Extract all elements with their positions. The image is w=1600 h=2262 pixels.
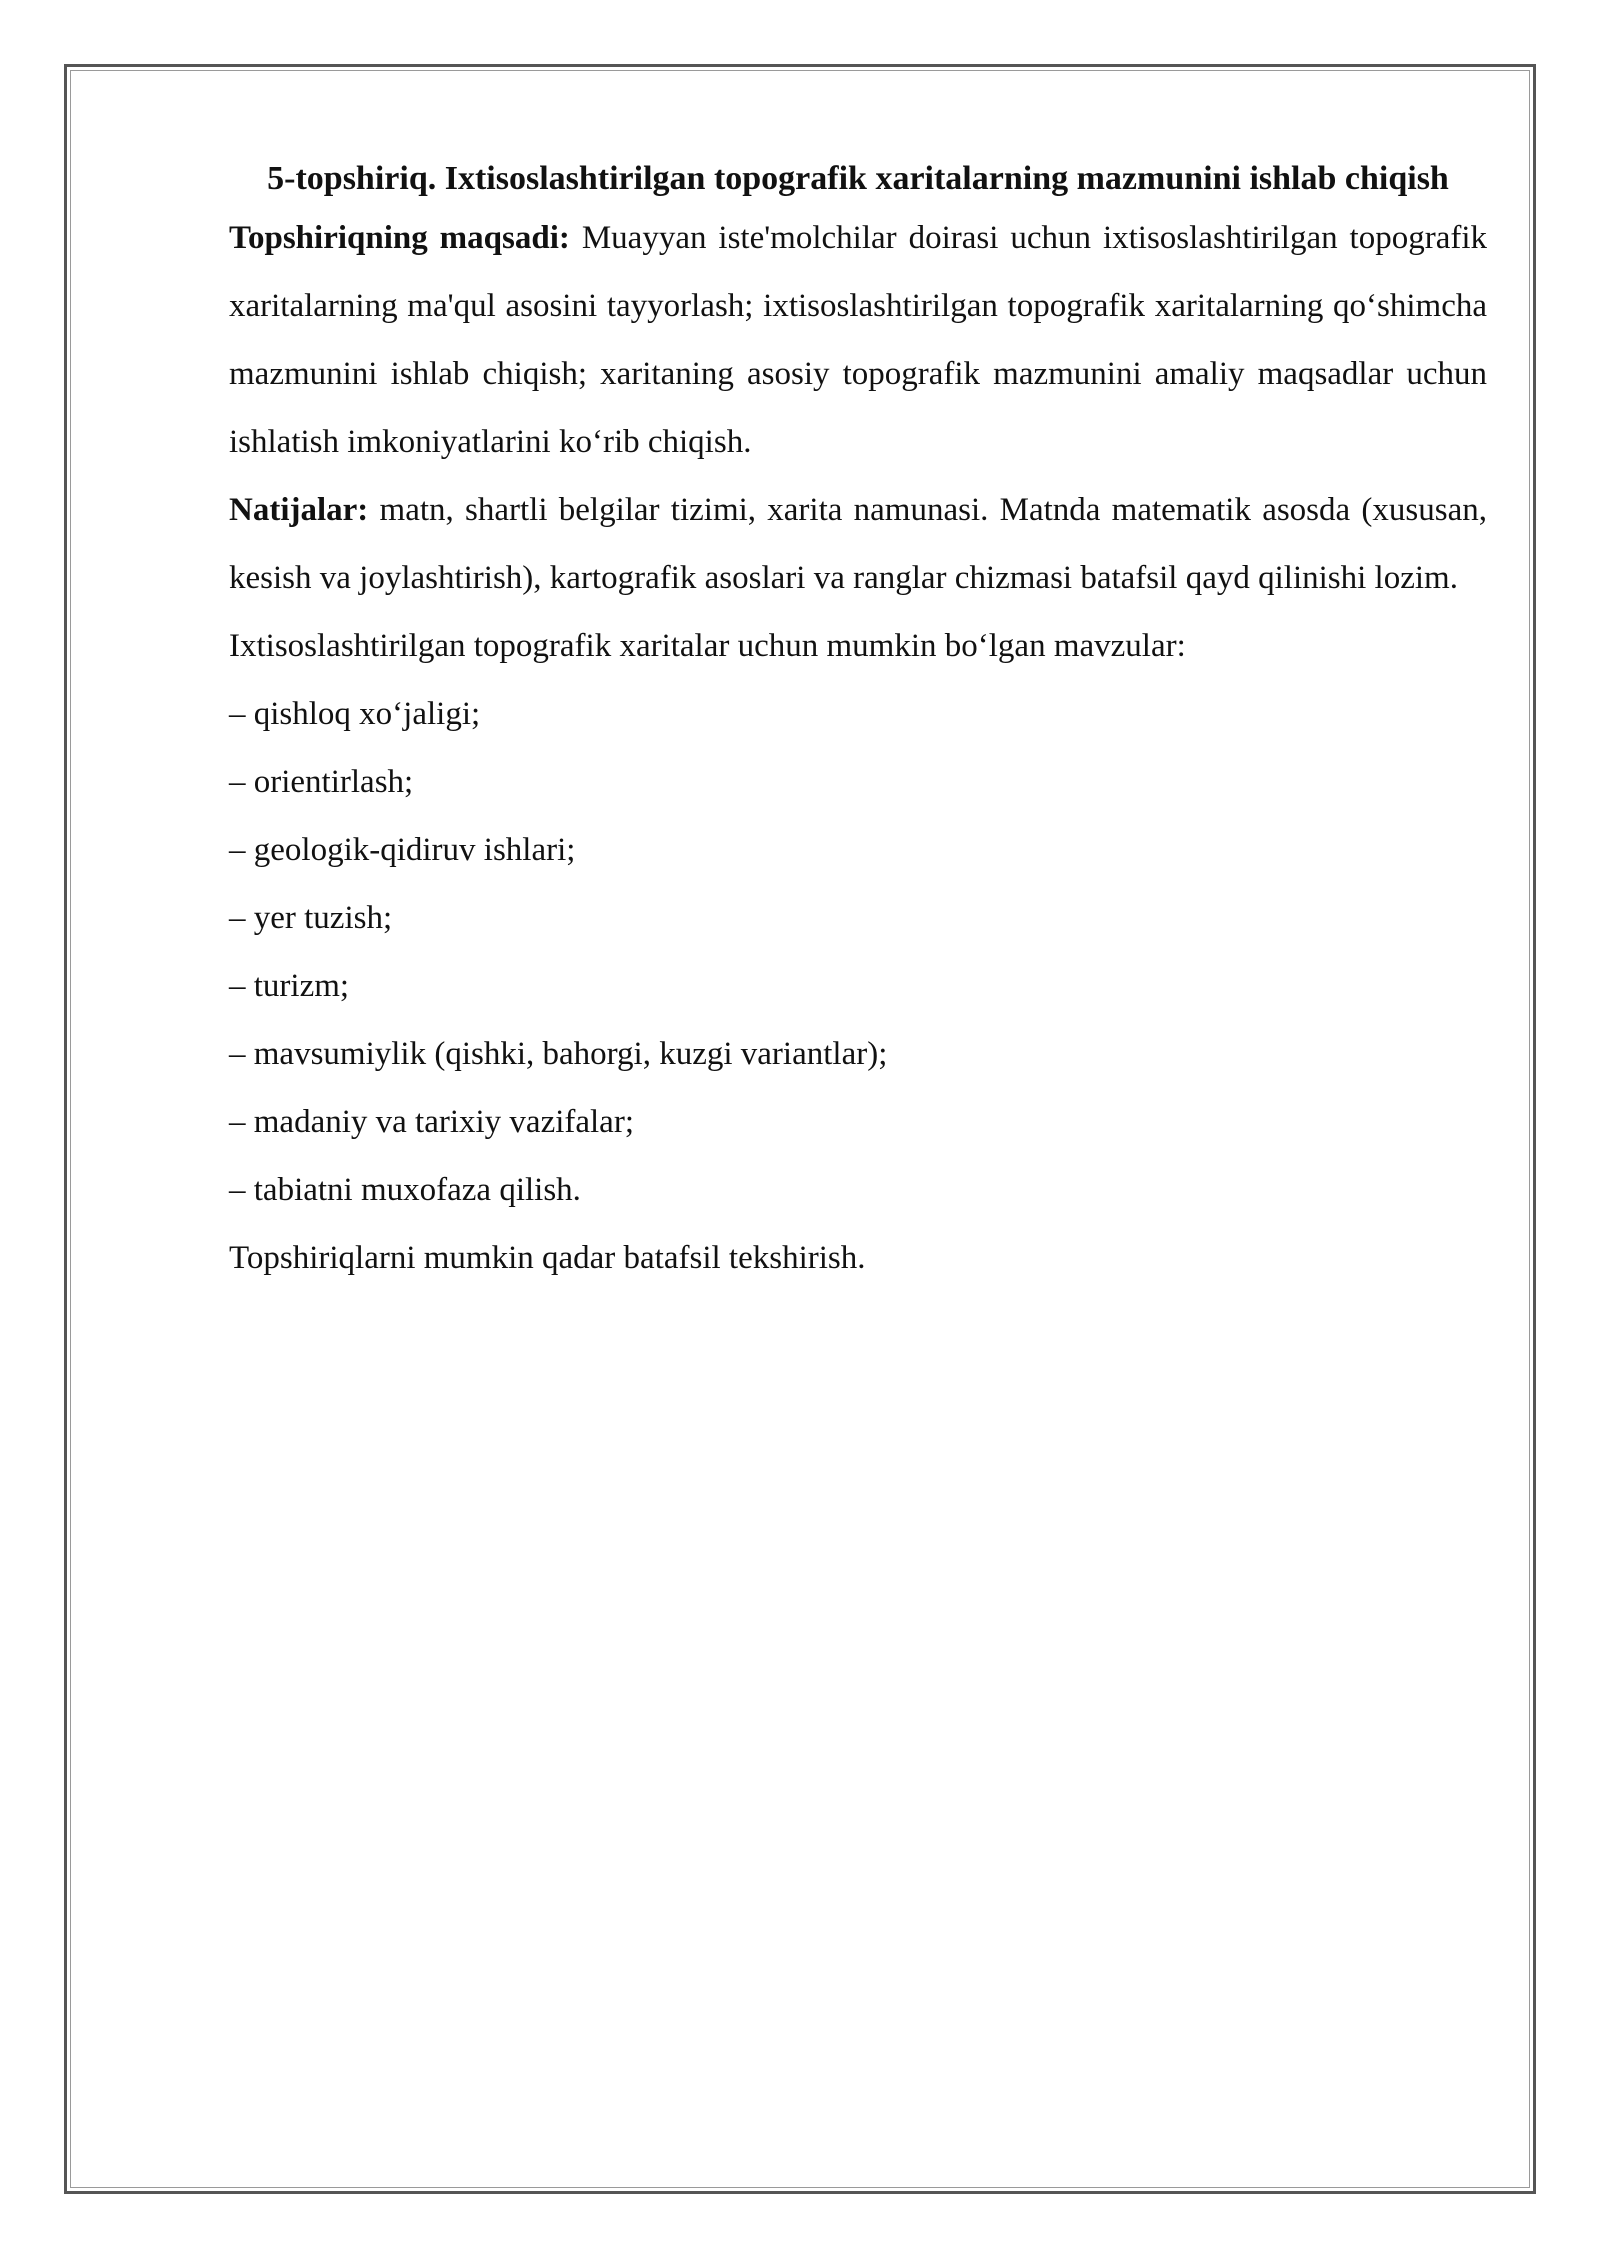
list-item: – tabiatni muxofaza qilish. — [229, 1172, 581, 1208]
document-body — [229, 157, 1487, 1292]
topics-list — [229, 680, 1487, 1224]
page-title: 5-topshiriq. Ixtisoslashtirilgan topografik xaritalarning mazmunini ishlab chiqish — [267, 160, 1449, 197]
list-item: – geologik-qidiruv ishlari; — [229, 832, 576, 868]
goal-text: Muayyan iste'molchilar doirasi uchun ixtisoslashtirilgan topografik xaritalarning ma'qul asosini tayyorlash; ixtisoslashtirilgan topografik xaritalarning qo‘shimcha mazmunini ishlab chiqish; xaritaning asosiy topografik mazmunini amaliy maqsadlar uchun ishlatish imkoniyatlarini ko‘rib chiqish. — [229, 220, 1488, 460]
list-item: – orientirlash; — [229, 764, 414, 800]
list-item: – mavsumiylik (qishki, bahorgi, kuzgi variantlar); — [229, 1036, 888, 1072]
results-text: matn, shartli belgilar tizimi, xarita namunasi. Matnda matematik asosda (xususan, kesish va joylashtirish), kartografik asoslari va ranglar chizmasi batafsil qayd qilinishi lozim. — [229, 492, 1487, 596]
list-item: – qishloq xo‘jaligi; — [229, 696, 481, 732]
topics-intro: Ixtisoslashtirilgan topografik xaritalar uchun mumkin bo‘lgan mavzular: — [229, 628, 1186, 664]
list-item: – madaniy va tarixiy vazifalar; — [229, 1104, 634, 1140]
list-item: – turizm; — [229, 968, 350, 1004]
goal-paragraph — [229, 204, 1487, 476]
goal-label: Topshiriqning maqsadi: — [229, 220, 570, 256]
results-paragraph — [229, 476, 1487, 612]
results-label: Natijalar: — [229, 492, 369, 528]
closing-text: Topshiriqlarni mumkin qadar batafsil tekshirish. — [229, 1240, 866, 1276]
list-item: – yer tuzish; — [229, 900, 393, 936]
